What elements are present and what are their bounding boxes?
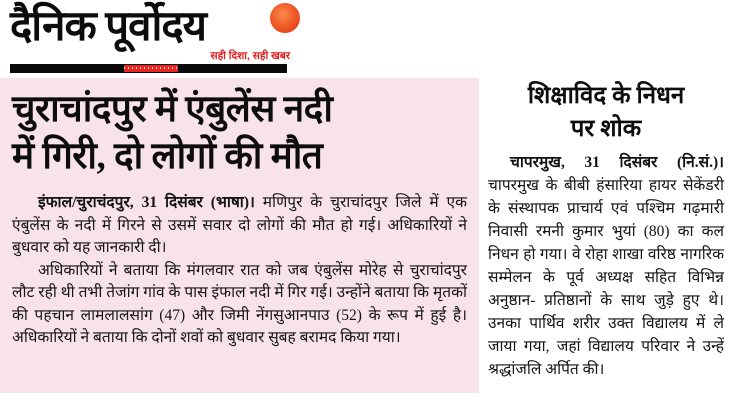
paragraph (12, 260, 467, 350)
paragraph-text: चापरमुख के बीबी हंसारिया हायर सेकेंडरी के संस्थापक प्राचार्य एवं पश्चिम गढ़मारी निवासी रमनी कुमार भुयां (80) का कल निधन हो गया। वे रोहा शाखा वरिष्ठ नागरिक सम्मेलन के पूर्व अध्यक्ष सहित विभिन्न अनुष्ठान- प्रतिष्ठानों के साथ जुड़े हुए थे। उनका पार्थिव शरीर उक्त विद्यालय में ले जाया गया, जहां विद्यालय परिवार ने उन्हें श्रद्धांजलि अर्पित की। (488, 177, 724, 378)
article-obituary-headline (488, 80, 724, 146)
headline-line-2: में गिरी, दो लोगों की मौत (12, 136, 323, 177)
paragraph-text: मणिपुर के चुराचांदपुर जिले में एक एंबुलेंस के नदी में गिरने से उसमें सवार दो लोगों की मौत हो गई। अधिकारियों ने बुधवार को यह जानकारी दी। (12, 194, 467, 256)
masthead-badge (124, 65, 178, 72)
paragraph-text: अधिकारियों ने बताया कि मंगलवार रात को जब एंबुलेंस मोरेह से चुराचांदपुर लौट रही थी तभी तेजांग गांव के पास इंफाल नदी में गिर गई। उन्होंने बताया कि मृतकों की पहचान लामलालसांग (47) और जिमी नेंगसुआनपाउ (52) के रूप में हुई है। अधिकारियों ने बताया कि दोनों शवों को बुधवार सुबह बरामद किया गया। (12, 261, 467, 346)
headline-line-1: चुराचांदपुर में एंबुलेंस नदी (12, 89, 333, 130)
article-obituary (488, 80, 724, 381)
article-ambulance-body (12, 192, 467, 350)
dateline: चापरमुख, 31 दिसंबर (नि.सं.)। (510, 154, 724, 171)
dateline: इंफाल/चुराचंदपुर, 31 दिसंबर (भाषा)। (38, 194, 255, 211)
paragraph (12, 192, 467, 260)
masthead (0, 0, 730, 78)
headline-line-1: शिक्षाविद के निधन (527, 83, 685, 109)
newspaper-logo: दैनिक पूर्वोदय (10, 4, 206, 50)
sun-circle-icon (270, 3, 300, 33)
paragraph (488, 151, 724, 381)
masthead-tagline: सही दिशा, सही खबर (210, 50, 290, 62)
article-ambulance-headline (12, 86, 467, 180)
article-ambulance (0, 78, 479, 393)
headline-line-2: पर शोक (570, 116, 642, 142)
